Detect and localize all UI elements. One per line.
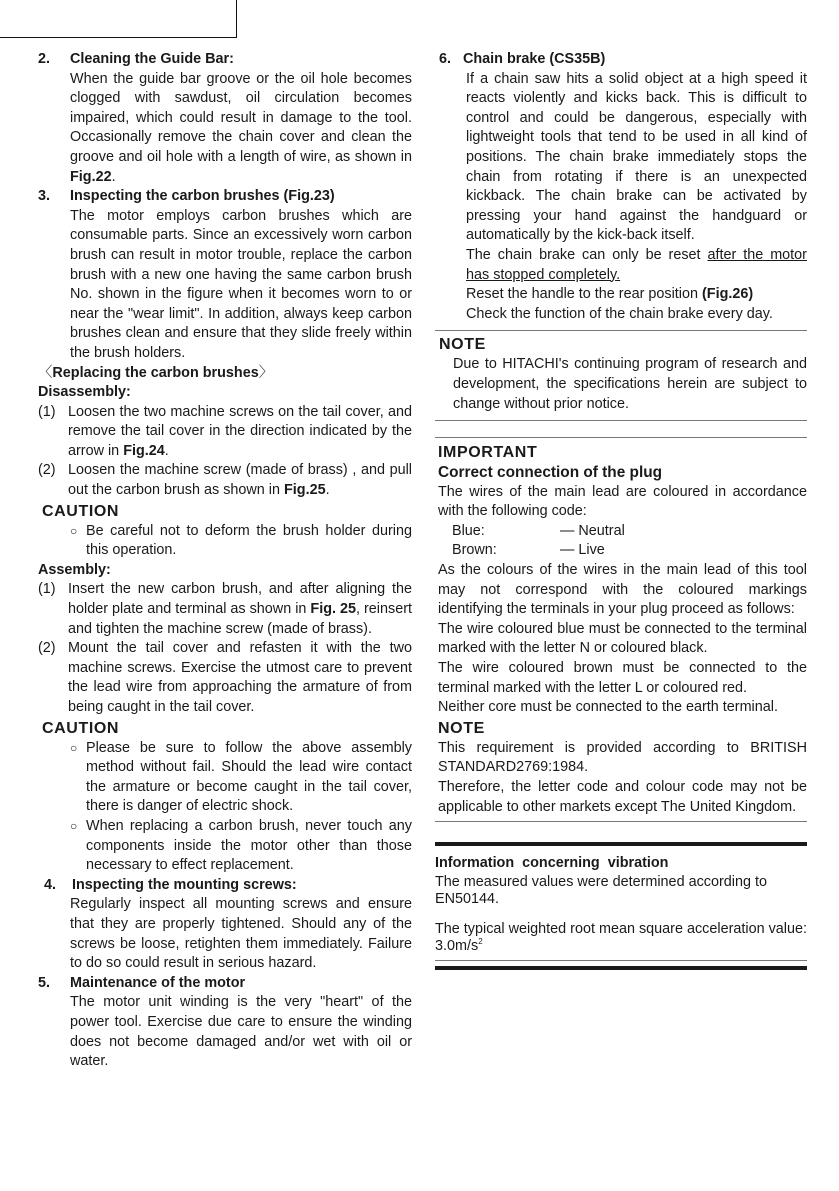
- note-body: Due to HITACHI's continuing program of research and development, the specifications herein are subject to change without prior notice.: [453, 356, 807, 412]
- caution-item: [38, 817, 412, 876]
- section-title: Inspecting the mounting screws:: [72, 876, 297, 893]
- vibration-heading: Information concerning vibration: [435, 855, 669, 872]
- section-number: 4.: [44, 876, 57, 893]
- disassembly-step-1: [38, 403, 412, 462]
- body-text: When the guide bar groove or the oil hole becomes clogged with sawdust, oil circulation becomes impaired, which could result in damage to the tool. Occasionally remove the chain cover and clean the groove and oil hole with a length of wire, as shown in: [70, 70, 412, 165]
- superscript: 2: [478, 937, 483, 947]
- note-heading: NOTE: [439, 336, 486, 354]
- section-2-body: [38, 70, 412, 188]
- caution-heading: CAUTION: [42, 719, 120, 737]
- bracket: 〉: [258, 364, 274, 381]
- vibration-info: [435, 846, 807, 956]
- caution-item: [38, 739, 412, 817]
- caution-item: [38, 522, 412, 561]
- wire-colour: Blue:: [452, 522, 485, 539]
- section-5-body: The motor unit winding is the very "heart" of the power tool. Exercise due care to ensure the winding does not become damaged and/or wet with oil or water.: [70, 994, 412, 1070]
- note-paragraph: This requirement is provided according to BRITISH STANDARD2769:1984.: [438, 739, 807, 776]
- divider: [435, 821, 807, 822]
- body-text: The chain brake can only be reset: [466, 246, 708, 263]
- wire-colour: Brown:: [452, 542, 497, 559]
- step-text: Mount the tail cover and refasten it with the two machine screws. Exercise the utmost care to prevent the lead wire from approaching the armature of from being caught in the tail cover.: [68, 640, 412, 715]
- replacing-brushes-heading: [38, 364, 412, 384]
- figure-reference: Fig.25: [284, 482, 326, 499]
- section-3-heading: [38, 187, 412, 207]
- body-text: .: [111, 168, 116, 185]
- circle-bullet-icon: ○: [70, 523, 78, 538]
- section-title: Maintenance of the motor: [70, 974, 246, 991]
- assembly-heading: Assembly:: [38, 561, 111, 578]
- assembly-step-1: [38, 580, 412, 639]
- step-text: Loosen the two machine screws on the tail cover, and remove the tail cover in the direction indicated by the arrow in: [68, 403, 412, 459]
- caution-text: When replacing a carbon brush, never touch any components inside the motor other than those necessary to effect replacement.: [86, 817, 412, 874]
- section-title: Cleaning the Guide Bar:: [70, 51, 234, 67]
- body-text: Reset the handle to the rear position: [466, 286, 702, 303]
- chain-brake-description: If a chain saw hits a solid object at a high speed it reacts violently and kicks back. This is difficult to control and could be dangerous, especially with lightweight tools that tend to be used in all kind of positions. The chain brake immediately stops the chain from rotating if there is an unexpected kickback. The chain brake can be activated by pressing your hand against the handguard or automatically by the kick-back itself.: [466, 70, 807, 244]
- section-3-body: The motor employs carbon brushes which are consumable parts. Since an excessively worn carbon brush can result in motor trouble, replace the carbon brush with a new one having the same carbon brush No. shown in the figure when it becomes worn to or near the "wear limit". In addition, always keep carbon brushes clean and ensure that they slide freely within the brush holders.: [70, 207, 412, 361]
- page-header-tab: [0, 0, 237, 38]
- divider: [435, 330, 807, 331]
- step-text: , reinsert and tighten the machine screw (made of brass).: [68, 601, 413, 637]
- step-number: (1): [38, 403, 56, 420]
- caution-text: Please be sure to follow the above assembly method without fail. Should the lead wire contact the armature or become caught in the tail cover, there is danger of electric shock.: [86, 739, 412, 815]
- disassembly-step-2: [38, 461, 412, 500]
- divider: [435, 420, 807, 421]
- section-2-heading: [38, 50, 412, 70]
- section-number: 6.: [439, 51, 452, 67]
- wire-code-row: [438, 541, 807, 561]
- reset-instruction: [466, 246, 807, 285]
- disassembly-heading: Disassembly:: [38, 384, 131, 401]
- step-text: .: [164, 442, 169, 459]
- circle-bullet-icon: ○: [70, 740, 78, 755]
- divider: [435, 437, 807, 438]
- plug-paragraph: Neither core must be connected to the earth terminal.: [438, 699, 778, 716]
- section-number: 5.: [38, 974, 51, 991]
- divider: [435, 960, 807, 961]
- plug-paragraph: The wire coloured blue must be connected to the terminal marked with the letter N or coloured black.: [438, 620, 807, 657]
- left-column: [38, 50, 412, 1072]
- assembly-step-2: [38, 639, 412, 717]
- plug-connection-subheading: Correct connection of the plug: [438, 464, 663, 482]
- step-number: (1): [38, 581, 56, 598]
- step-number: (2): [38, 462, 56, 479]
- plug-paragraph: As the colours of the wires in the main lead of this tool may not correspond with the coloured markings identifying the terminals in your plug proceed as follows:: [438, 562, 807, 618]
- section-number: 3.: [38, 188, 51, 205]
- figure-reference: Fig. 25: [310, 601, 357, 618]
- figure-reference: (Fig.26): [702, 286, 754, 303]
- figure-reference: Fig.24: [123, 442, 165, 459]
- section-6-heading: [435, 50, 807, 70]
- step-text: Loosen the machine screw (made of brass) , and pull out the carbon brush as shown in: [68, 462, 412, 499]
- section-title: Inspecting the carbon brushes (Fig.23): [70, 188, 335, 205]
- section-4-body: Regularly inspect all mounting screws and ensure that they are properly tightened. Should any of the screws be loose, retighten them immediately. Failure to do so could result in serious hazard.: [70, 896, 412, 972]
- step-number: (2): [38, 640, 56, 657]
- underlined-text: after the motor has stopped completely.: [466, 246, 807, 283]
- wire-meaning: — Live: [560, 542, 605, 559]
- thick-divider: [435, 966, 807, 970]
- circle-bullet-icon: ○: [70, 818, 78, 833]
- vibration-paragraph: The measured values were determined according to EN50144.: [435, 873, 767, 908]
- check-instruction: Check the function of the chain brake every day.: [466, 305, 773, 322]
- section-4-heading: [38, 876, 412, 896]
- plug-paragraph: The wire coloured brown must be connected to the terminal marked with the letter L or coloured red.: [438, 660, 807, 696]
- step-text: Insert the new carbon brush, and after aligning the holder plate and terminal as shown in: [68, 581, 412, 618]
- handle-instruction: [466, 285, 807, 305]
- figure-reference: Fig.22: [70, 168, 112, 185]
- important-heading: IMPORTANT: [438, 444, 538, 462]
- wire-code-intro: The wires of the main lead are coloured in accordance with the following code:: [438, 483, 807, 520]
- section-number: 2.: [38, 51, 51, 67]
- body-text: The typical weighted root mean square acceleration value: 3.0m/s: [435, 920, 807, 955]
- caution-heading: CAUTION: [42, 502, 120, 520]
- right-column: [435, 50, 807, 970]
- wire-code-row: [438, 522, 807, 542]
- section-title: Chain brake (CS35B): [463, 51, 606, 67]
- section-5-heading: [38, 974, 412, 994]
- caution-text: Be careful not to deform the brush holder during this operation.: [86, 522, 412, 559]
- note-paragraph: Therefore, the letter code and colour code may not be applicable to other markets except The United Kingdom.: [438, 779, 807, 815]
- plug-connection-body: [435, 483, 807, 818]
- section-6-body: [435, 70, 807, 325]
- subheading-text: Replacing the carbon brushes: [52, 364, 259, 381]
- bracket: 〈: [38, 364, 53, 381]
- step-text: .: [325, 482, 330, 499]
- wire-meaning: — Neutral: [560, 522, 625, 539]
- note-heading: NOTE: [438, 719, 485, 737]
- vibration-paragraph: [435, 921, 807, 956]
